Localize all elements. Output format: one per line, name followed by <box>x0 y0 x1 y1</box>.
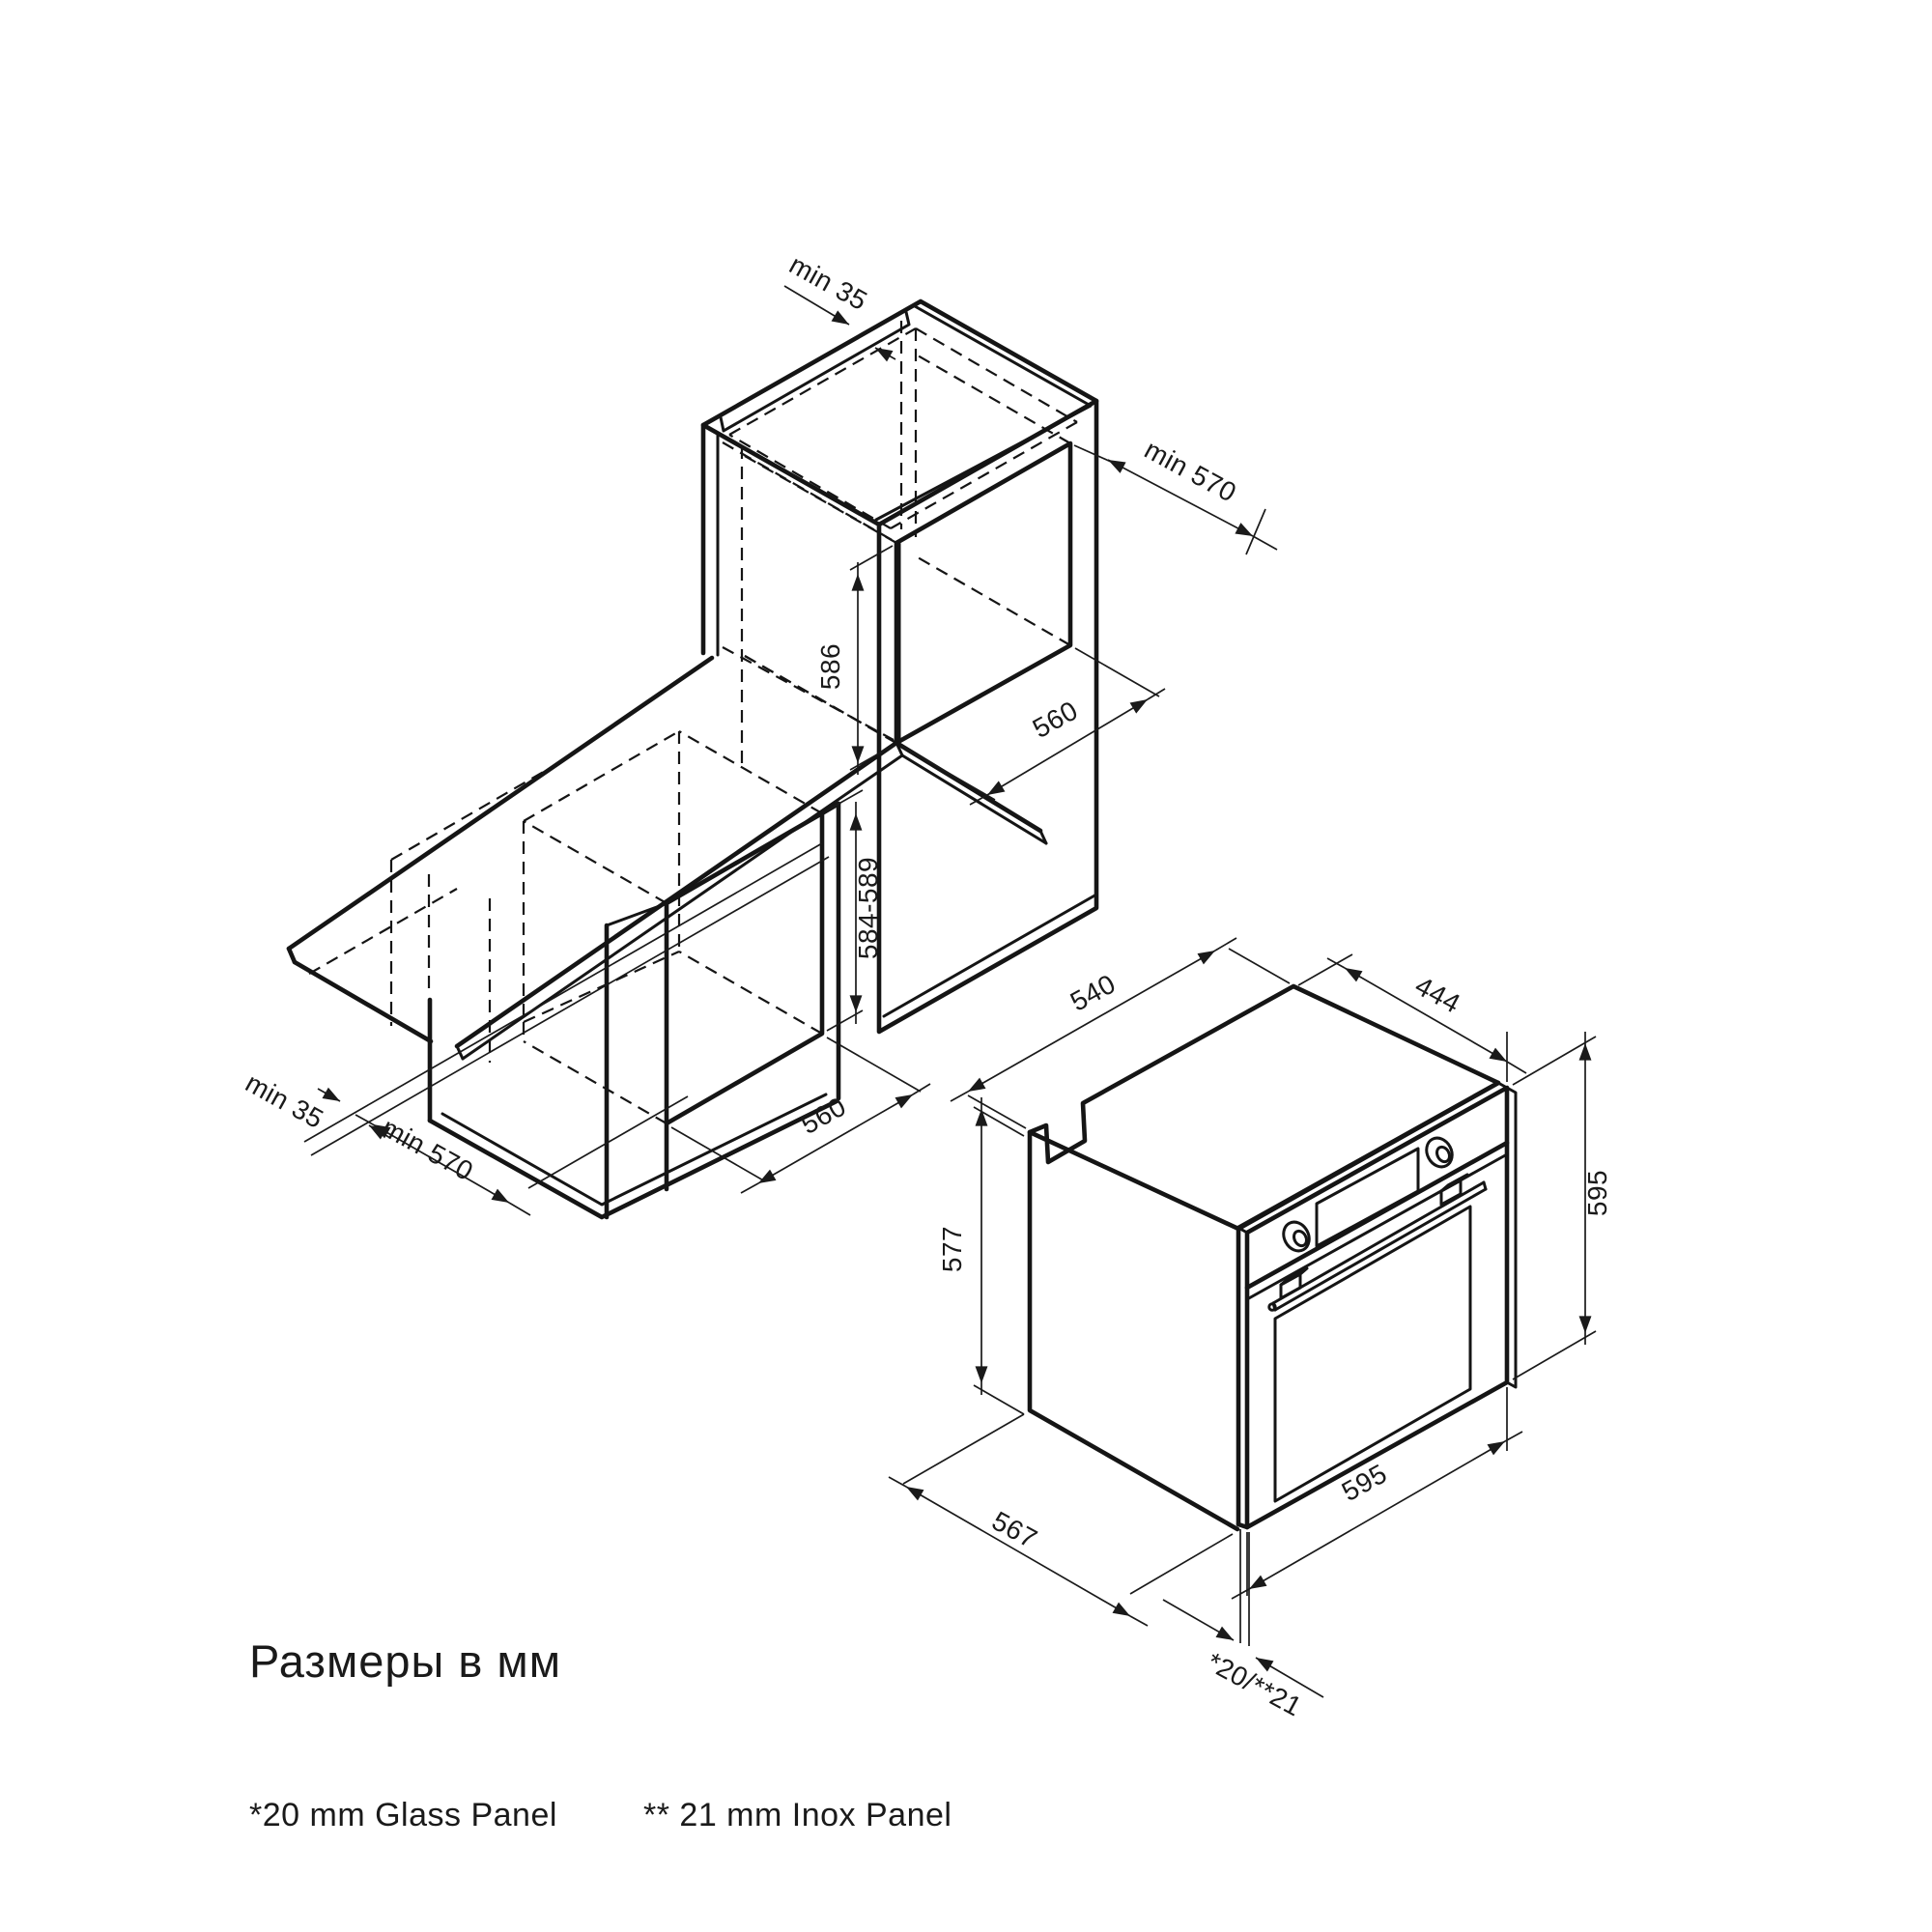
dim-label-cabinet-niche-width: 560 <box>1027 695 1083 744</box>
dim-label-oven-body-height: 577 <box>937 1225 967 1273</box>
footnote-glass-panel: *20 mm Glass Panel <box>249 1797 557 1833</box>
dim-label-oven-front-height: 595 <box>1582 1169 1612 1217</box>
cabinet-installation-drawing <box>241 249 1277 1217</box>
column-top-face <box>703 301 1096 525</box>
dim-label-cabinet-niche-height: 586 <box>815 642 845 691</box>
column-vent-slot <box>721 312 909 431</box>
dim-label-oven-front-width: 595 <box>1336 1458 1392 1507</box>
dim-label-cabinet-top-depth: min 570 <box>1139 434 1242 508</box>
dim-label-oven-top-depth: 540 <box>1065 968 1122 1017</box>
oven-body <box>1030 986 1498 1529</box>
oven-dimensions <box>889 938 1612 1722</box>
oven-niche-opening <box>896 443 1070 743</box>
cabinet-hidden-edges <box>309 321 1077 1123</box>
oven-left-face-edge <box>1030 1132 1237 1529</box>
oven-dimension-drawing <box>889 938 1612 1722</box>
dim-label-oven-bottom-depth: 567 <box>986 1505 1043 1554</box>
page-title: Размеры в мм <box>249 1635 562 1687</box>
dim-label-base-depth: min 570 <box>376 1112 479 1187</box>
dim-label-base-niche-height: 584-589 <box>853 856 883 960</box>
dim-label-base-gap: min 35 <box>241 1067 329 1135</box>
dim-label-oven-top-width: 444 <box>1409 970 1466 1019</box>
footnote-inox-panel: ** 21 mm Inox Panel <box>643 1797 952 1833</box>
oven-top-face <box>1030 986 1498 1229</box>
dim-label-base-niche-width: 560 <box>795 1091 851 1140</box>
oven-knob-left <box>1279 1217 1315 1255</box>
dim-label-oven-panel-thickness: *20/**21 <box>1202 1646 1307 1722</box>
dim-label-cabinet-top-gap: min 35 <box>784 249 873 317</box>
control-panel-divider <box>1247 1143 1507 1288</box>
base-niche-opening <box>667 813 822 1123</box>
base-cabinet <box>430 804 838 1217</box>
oven-knob-right <box>1422 1133 1458 1171</box>
